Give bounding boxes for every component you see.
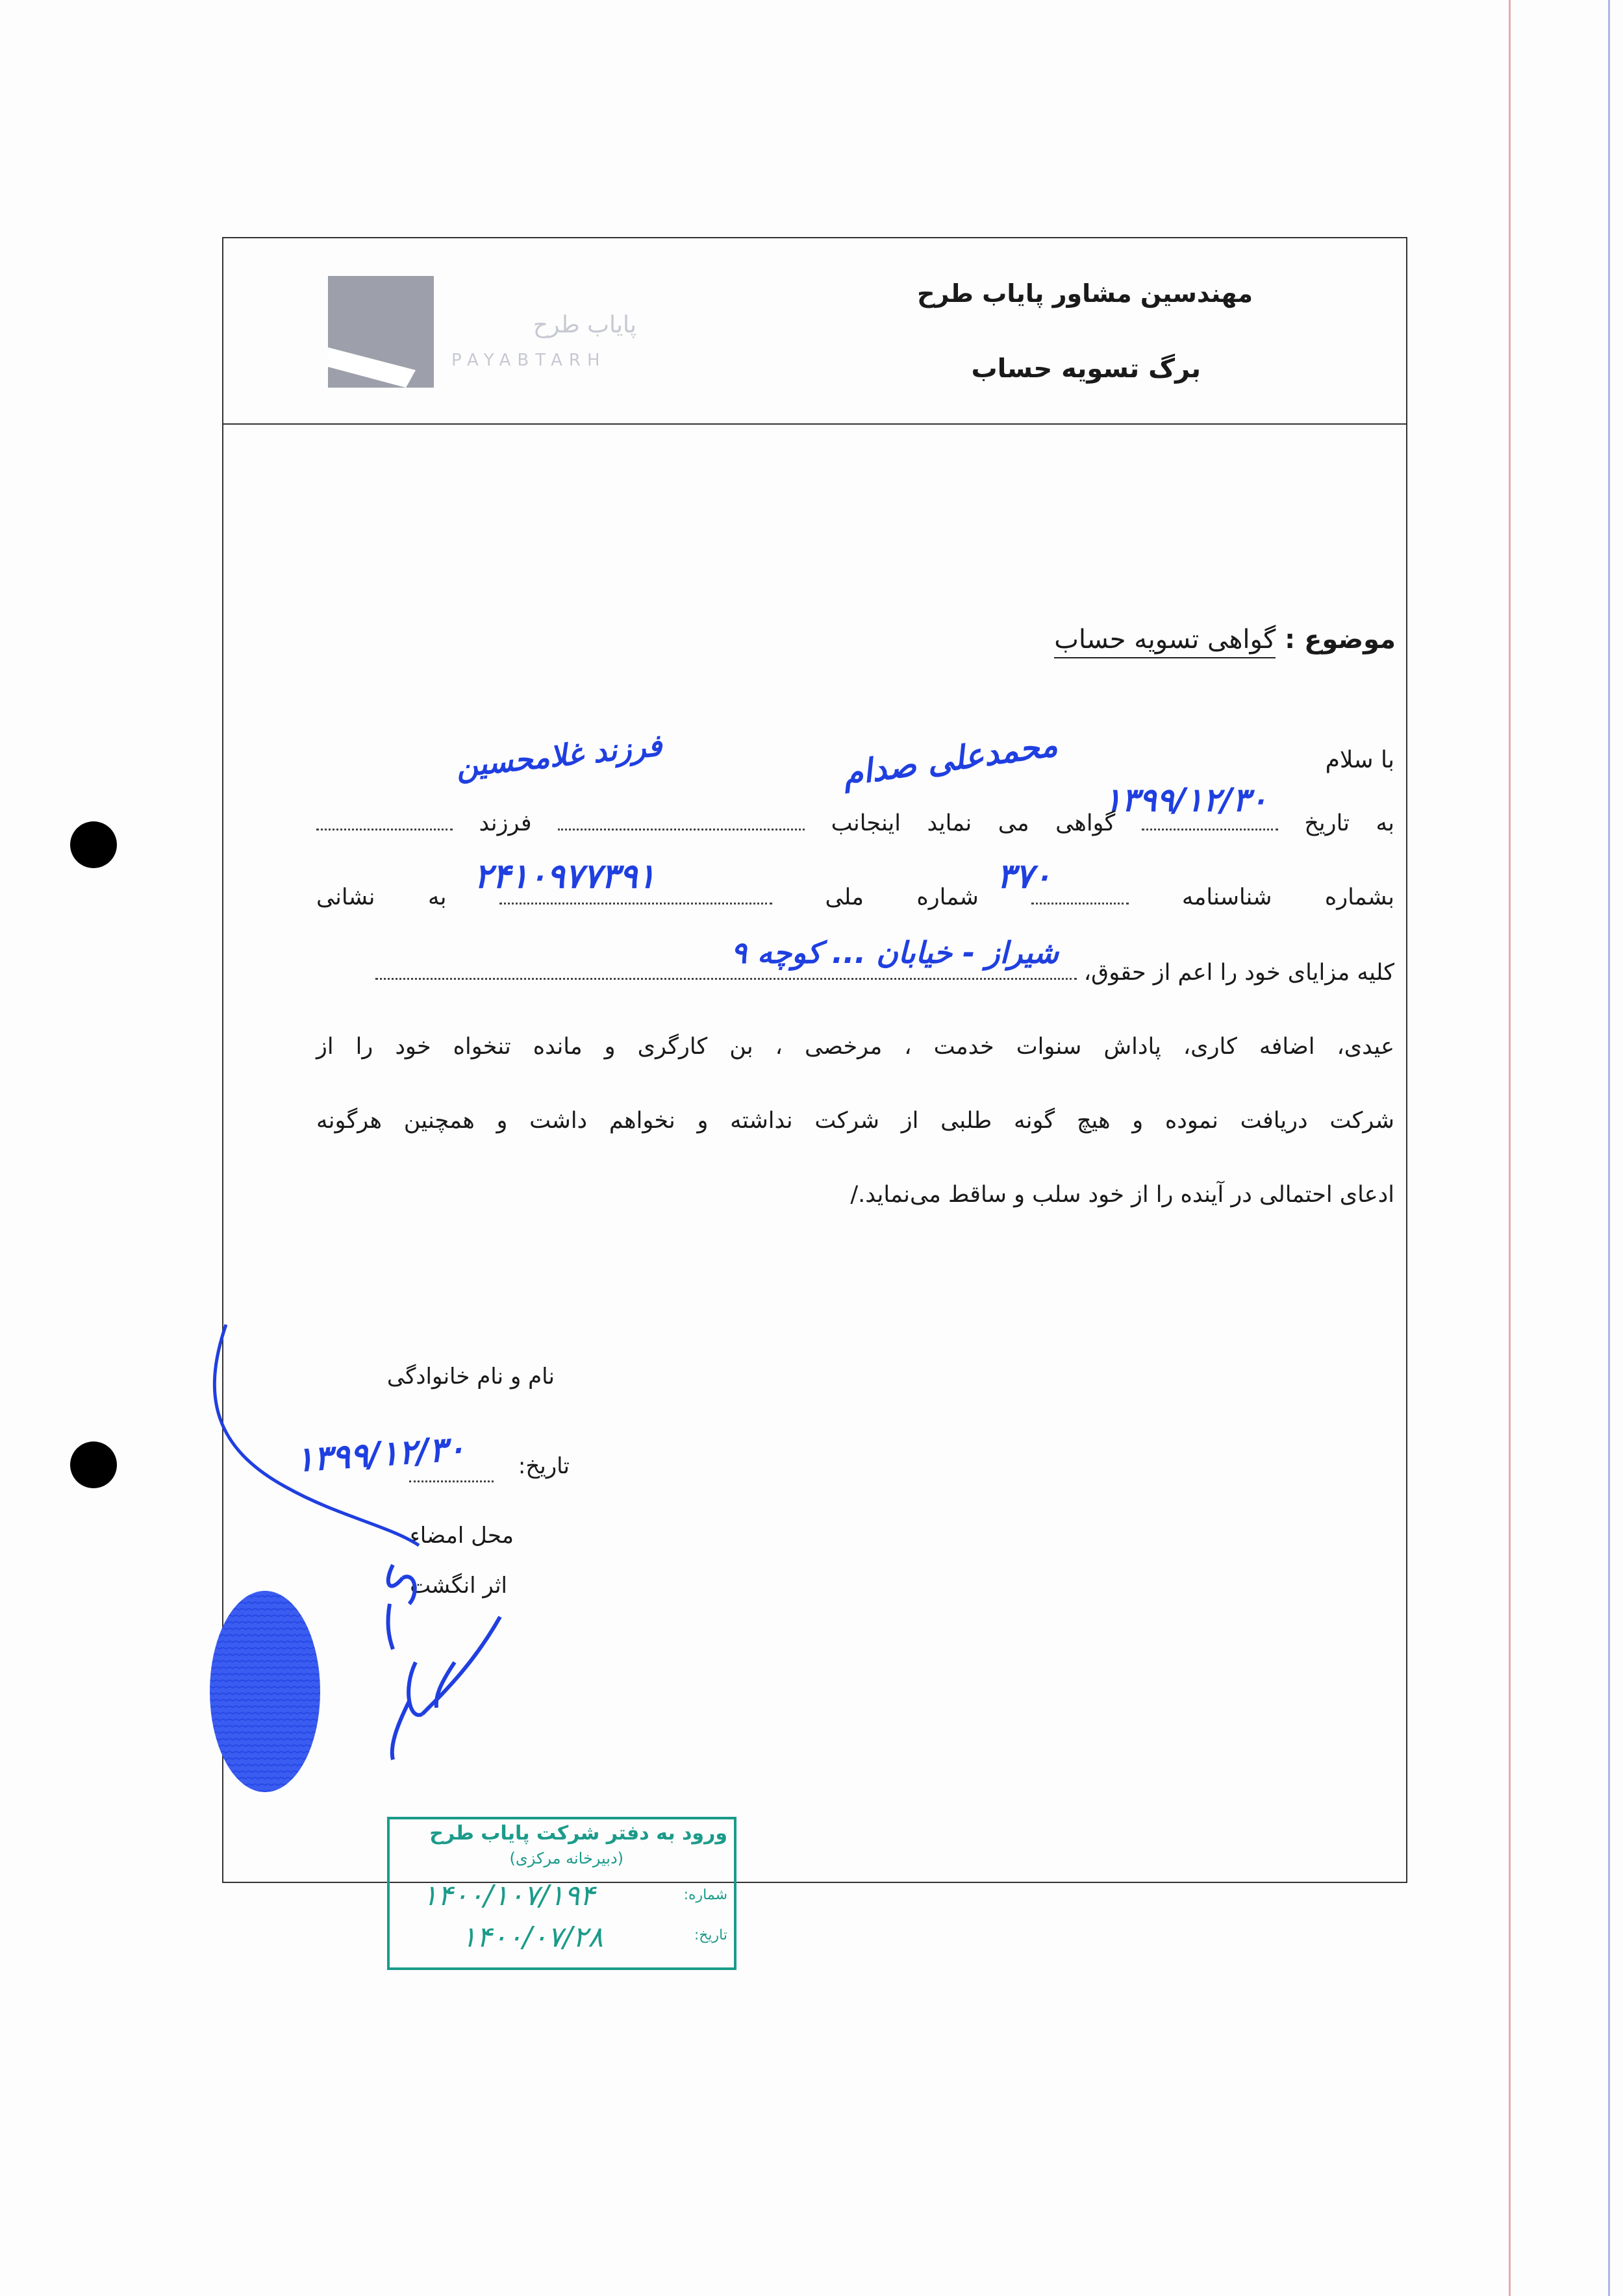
id-number-blank <box>1031 903 1129 905</box>
logo-mark-icon <box>328 276 434 388</box>
punch-hole <box>70 821 117 868</box>
handwritten-sign-date: ۱۳۹۹/۱۲/۳۰ <box>294 1429 467 1480</box>
paper-margin-line <box>1608 0 1610 2296</box>
body-line-5: شرکت دریافت نموده و هیچ گونه طلبی از شرکت نداشته و نخواهم داشت و همچنین هرگونه <box>316 1108 1394 1134</box>
handwritten-id-number: ۳۷۰ <box>997 857 1051 896</box>
stamp-number-value: ۱۴۰۰/۱۰۷/۱۹۴ <box>422 1879 595 1912</box>
handwritten-name: محمدعلی صدام <box>840 725 1060 793</box>
body-line-4: عیدی، اضافه کاری، پاداش سنوات خدمت ، مرخصی ، بن کارگری و مانده تنخواه خود را از <box>316 1034 1394 1060</box>
handwritten-address: شیراز - خیابان ... کوچه ۹ <box>731 935 1059 970</box>
handwritten-father: فرزند غلامحسین <box>454 727 664 784</box>
body-line-1: به تاریخ گواهی می نماید اینجانب فرزند <box>316 810 1394 836</box>
fingerprint-label: اثر انگشت <box>410 1573 507 1599</box>
company-logo <box>328 276 434 388</box>
handwritten-date: ۱۳۹۹/۱۲/۳۰ <box>1104 781 1268 819</box>
fingerprint-mark <box>207 1588 323 1795</box>
company-name: مهندسین مشاور پایاب طرح <box>917 279 1253 308</box>
punch-hole <box>70 1441 117 1488</box>
name-blank <box>558 829 805 830</box>
subject-line <box>1054 625 1396 655</box>
body-line-6: ادعای احتمالی در آینده را از خود سلب و ساقط می‌نماید./ <box>850 1182 1394 1208</box>
greeting: با سلام <box>1325 747 1394 773</box>
date-blank <box>1142 829 1278 830</box>
date-label: تاریخ: <box>518 1453 570 1479</box>
address-blank <box>375 978 1077 980</box>
logo-text-fa: پایاب طرح <box>533 312 636 338</box>
stamp-number-label: شماره: <box>683 1887 727 1903</box>
national-id-blank <box>499 903 772 905</box>
registry-stamp <box>387 1817 736 1970</box>
stamp-date-label: تاریخ: <box>694 1927 727 1943</box>
header-divider <box>222 423 1407 425</box>
body-line-2: بشماره شناسنامه شماره ملی به نشانی <box>316 884 1394 910</box>
logo-text-en: PAYABTARH <box>451 351 607 370</box>
form-title: برگ تسویه حساب <box>971 354 1201 384</box>
sign-place-label: محل امضاء <box>409 1523 514 1549</box>
subject-value: گواهی تسویه حساب <box>1054 625 1276 658</box>
stamp-title: ورود به دفتر شرکت پایاب طرح <box>429 1822 727 1845</box>
stamp-subtitle: (دبیرخانه مرکزی) <box>509 1849 623 1867</box>
subject-label: موضوع : <box>1285 625 1396 655</box>
body-line-3: کلیه مزایای خود را اعم از حقوق، <box>316 960 1394 986</box>
name-label: نام و نام خانوادگی <box>386 1364 555 1390</box>
handwritten-national-id: ۲۴۱۰۹۷۷۳۹۱ <box>474 857 656 896</box>
stamp-date-value: ۱۴۰۰/۰۷/۲۸ <box>461 1921 603 1954</box>
paper-margin-line <box>1509 0 1511 2296</box>
father-blank <box>316 829 453 830</box>
